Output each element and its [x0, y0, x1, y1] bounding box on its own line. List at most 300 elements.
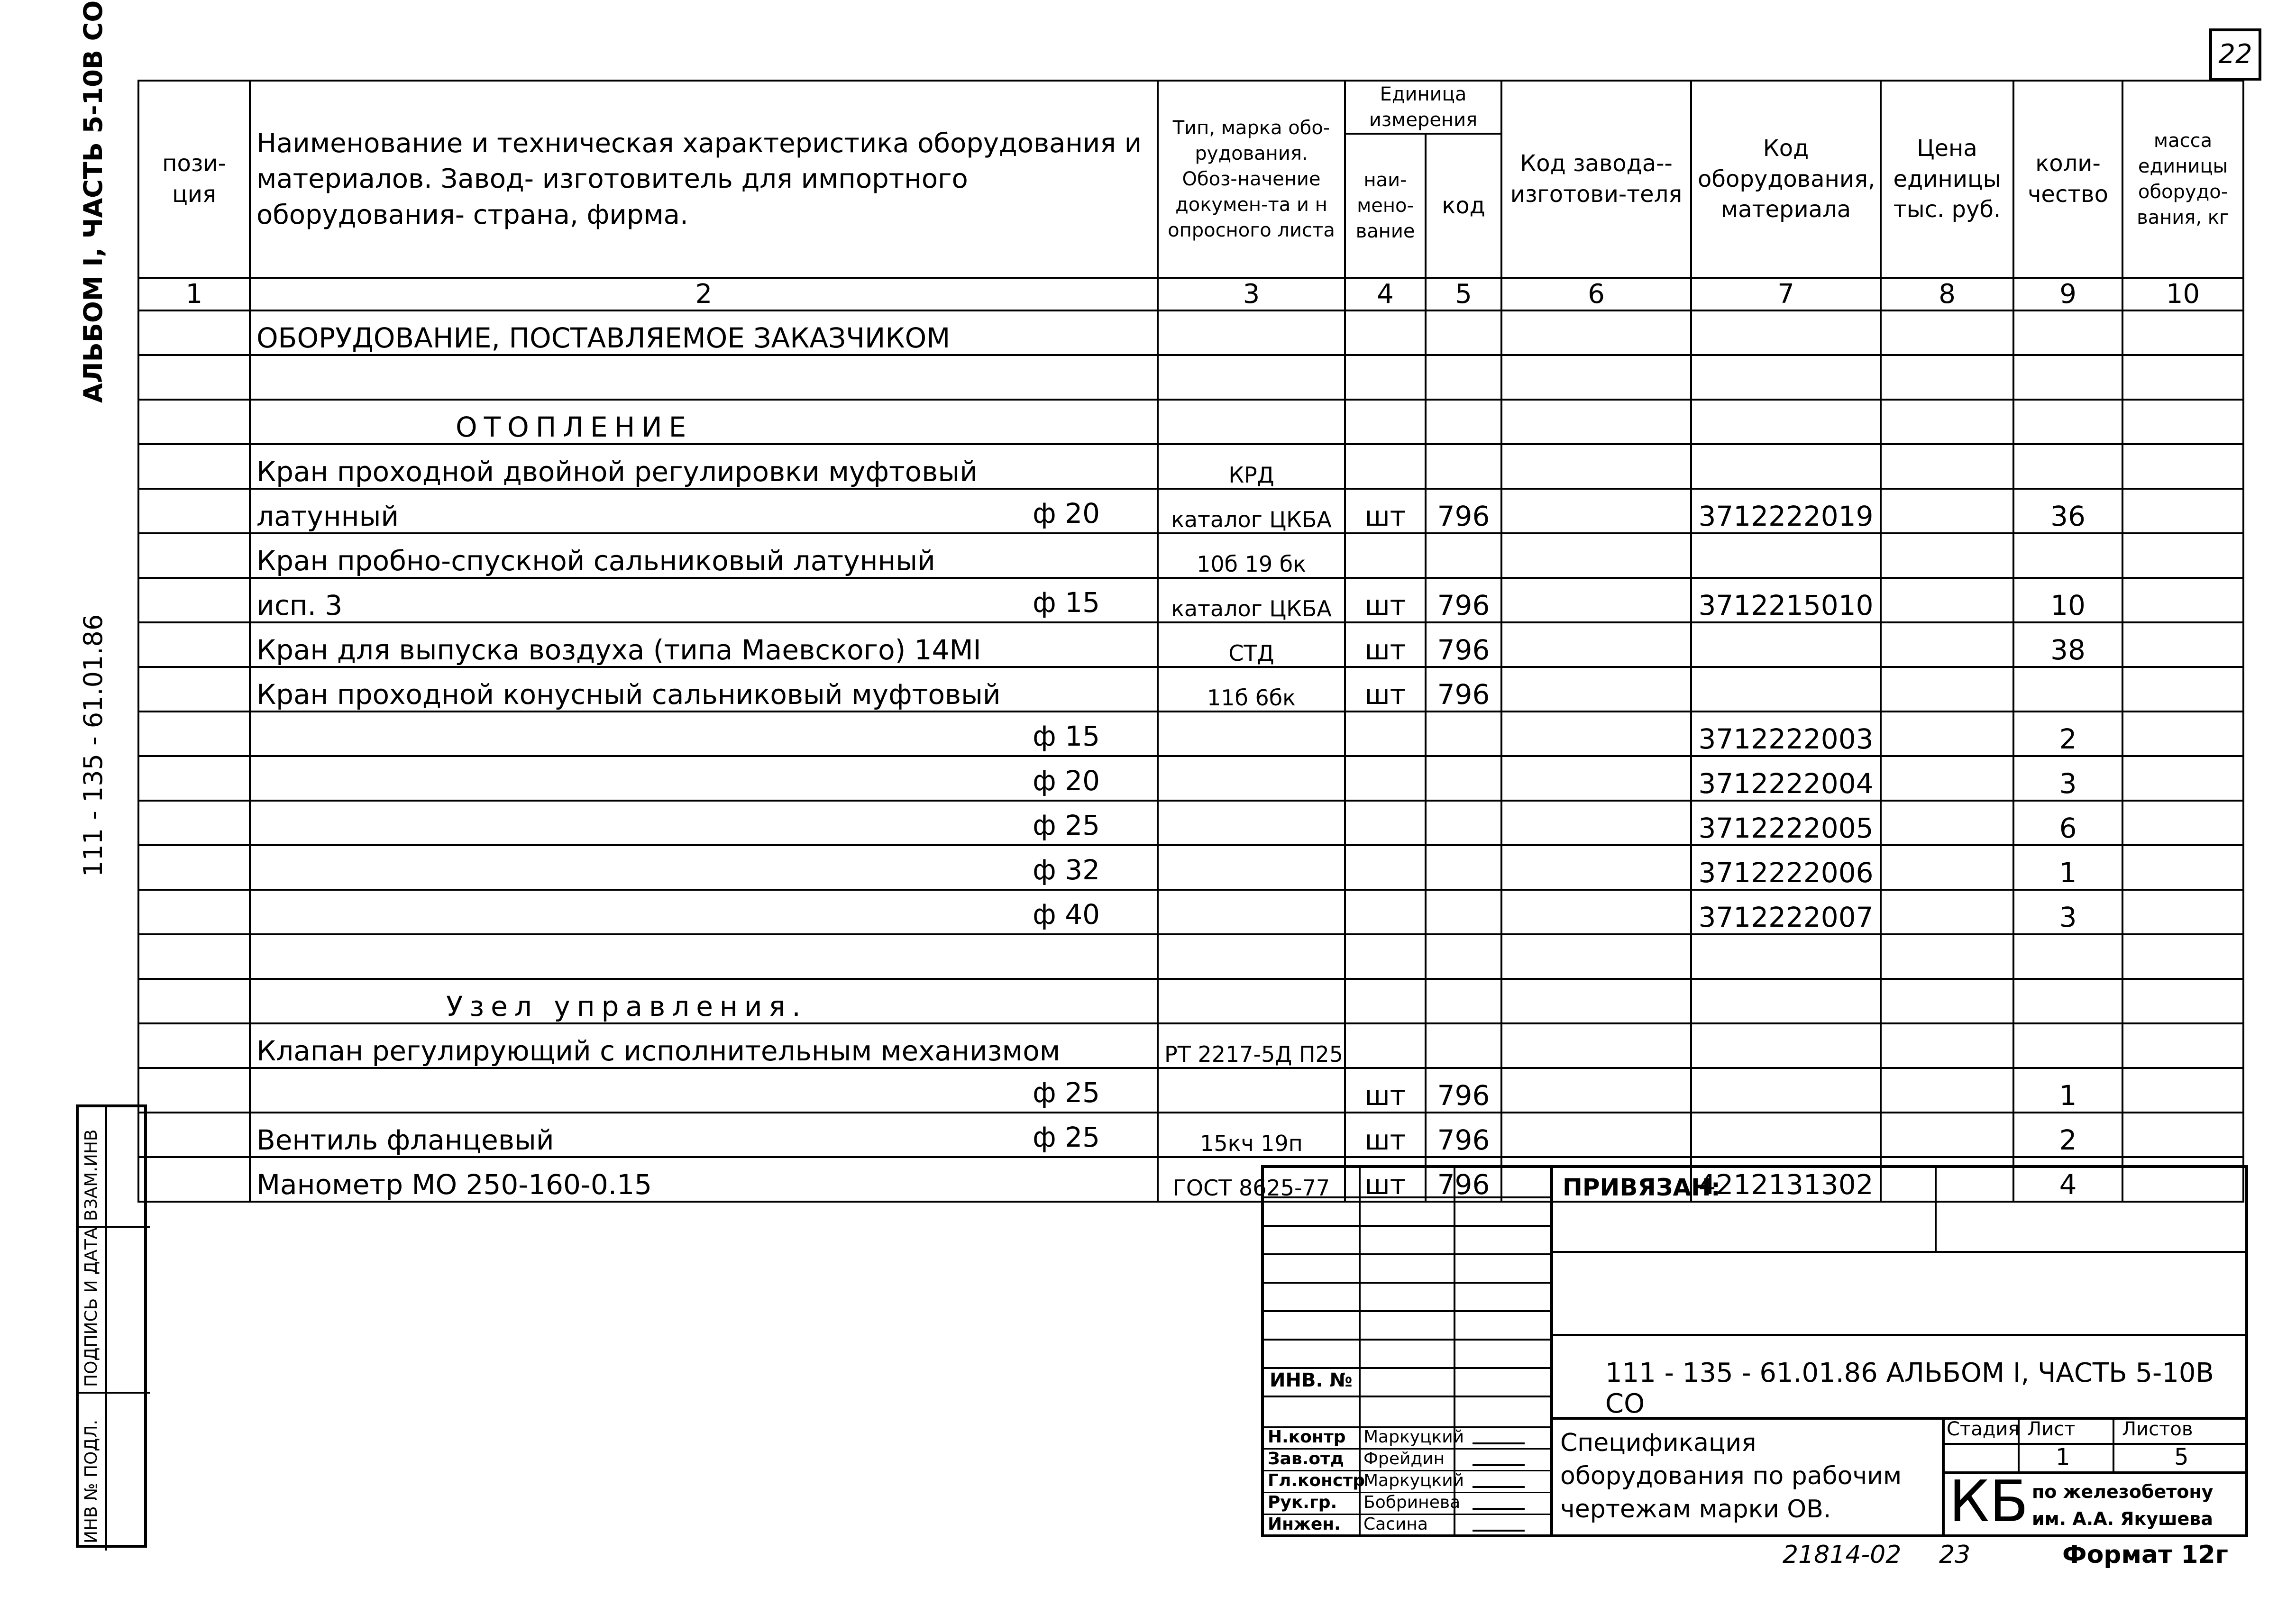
left-stamp	[76, 1104, 147, 1548]
cell-type	[1158, 1068, 1345, 1113]
table-row	[138, 756, 2243, 801]
cell-code	[1691, 310, 1881, 355]
table-row	[138, 934, 2243, 979]
cell-qty: 38	[2013, 622, 2122, 667]
column-number-9: 9	[2013, 278, 2122, 310]
table-row	[138, 1113, 2243, 1157]
cell-empty	[138, 979, 250, 1023]
cell-name	[250, 578, 1158, 622]
cell-ucode	[1426, 934, 1501, 979]
cell-empty	[138, 1157, 250, 1202]
signer-role: Рук.гр.	[1268, 1493, 1337, 1512]
cell-type	[1158, 712, 1345, 756]
cell-type: 10б 19 бк	[1158, 533, 1345, 578]
signer-row	[1264, 1470, 1553, 1493]
cell-empty	[138, 489, 250, 533]
cell-type	[1158, 979, 1345, 1023]
cell-empty	[138, 622, 250, 667]
cell-type	[1158, 400, 1345, 444]
cell-empty	[2122, 1113, 2243, 1157]
cell-type: каталог ЦКБА	[1158, 489, 1345, 533]
table-row	[138, 310, 2243, 355]
cell-unit	[1345, 756, 1426, 801]
cell-empty	[1501, 890, 1691, 934]
cell-empty	[1881, 756, 2013, 801]
cell-ucode: 796	[1426, 489, 1501, 533]
cell-empty	[2122, 444, 2243, 489]
signer-row	[1264, 1448, 1553, 1471]
cell-empty	[1881, 489, 2013, 533]
cell-unit	[1345, 533, 1426, 578]
cell-name	[250, 1113, 1158, 1157]
cell-unit: шт	[1345, 489, 1426, 533]
signer-role: Инжен.	[1268, 1515, 1341, 1534]
item-diameter: ф 15	[1033, 586, 1100, 619]
signer-role: Зав.отд	[1268, 1449, 1344, 1469]
table-row	[138, 533, 2243, 578]
item-diameter: ф 25	[1033, 809, 1100, 841]
cell-empty	[2122, 578, 2243, 622]
cell-qty: 6	[2013, 801, 2122, 845]
sheet-corner-number: 22	[2218, 39, 2252, 70]
cell-unit	[1345, 400, 1426, 444]
cell-type	[1158, 310, 1345, 355]
cell-qty: 2	[2013, 1113, 2122, 1157]
item-name: Кран пробно-спускной сальниковый латунный	[256, 545, 935, 577]
cell-empty	[2122, 400, 2243, 444]
cell-ucode: 796	[1426, 578, 1501, 622]
table-row	[138, 845, 2243, 890]
cell-unit: шт	[1345, 578, 1426, 622]
cell-empty	[1501, 801, 1691, 845]
cell-code	[1691, 444, 1881, 489]
cell-qty: 4	[2013, 1157, 2122, 1202]
inv-number-label: ИНВ. №	[1270, 1369, 1353, 1391]
cell-empty	[1501, 1068, 1691, 1113]
cell-unit	[1345, 979, 1426, 1023]
header-unit-group: Единица измерения	[1345, 81, 1501, 134]
cell-empty	[1881, 533, 2013, 578]
footer-order: 21814-02	[1783, 1541, 1902, 1569]
cell-empty	[138, 355, 250, 400]
table-row	[138, 444, 2243, 489]
cell-empty	[138, 1068, 250, 1113]
signer-row	[1264, 1426, 1553, 1450]
table-row	[138, 712, 2243, 756]
item-diameter: ф 25	[1033, 1121, 1100, 1153]
cell-ucode	[1426, 845, 1501, 890]
header-unit-name: наи-мено-вание	[1345, 134, 1426, 278]
cell-code: 3712215010	[1691, 578, 1881, 622]
header-position: пози-ция	[138, 81, 250, 278]
cell-code	[1691, 1113, 1881, 1157]
cell-code	[1691, 1023, 1881, 1068]
item-diameter: ф 40	[1033, 898, 1100, 931]
cell-empty	[1501, 1113, 1691, 1157]
cell-name	[250, 979, 1158, 1023]
cell-ucode: 796	[1426, 1068, 1501, 1113]
cell-type: 11б 6бк	[1158, 667, 1345, 712]
cell-qty: 1	[2013, 1068, 2122, 1113]
cell-empty	[1501, 489, 1691, 533]
cell-empty	[1881, 400, 2013, 444]
cell-empty	[1501, 1023, 1691, 1068]
item-name: Манометр МО 250-160-0.15	[256, 1168, 652, 1201]
item-name: исп. 3	[256, 589, 343, 621]
cell-unit: шт	[1345, 667, 1426, 712]
cell-empty	[138, 1113, 250, 1157]
cell-qty: 2	[2013, 712, 2122, 756]
cell-qty	[2013, 533, 2122, 578]
signer-name: Фрейдин	[1363, 1449, 1445, 1469]
cell-empty	[1881, 712, 2013, 756]
cell-ucode	[1426, 355, 1501, 400]
cell-empty	[1501, 310, 1691, 355]
header-price: Цена единицы тыс. руб.	[1881, 81, 2013, 278]
cell-code	[1691, 355, 1881, 400]
cell-code	[1691, 622, 1881, 667]
cell-ucode: 796	[1426, 1113, 1501, 1157]
item-diameter: ф 20	[1033, 765, 1100, 797]
cell-empty	[1501, 667, 1691, 712]
cell-qty	[2013, 667, 2122, 712]
cell-unit	[1345, 310, 1426, 355]
cell-empty	[1501, 756, 1691, 801]
signer-row	[1264, 1492, 1553, 1515]
cell-empty	[1501, 712, 1691, 756]
header-name: Наименование и техническая характеристика оборудования и материалов. Завод- изготовитель для импортного оборудования- страна, фирма.	[250, 81, 1158, 278]
cell-name	[250, 310, 1158, 355]
table-row	[138, 355, 2243, 400]
column-number-8: 8	[1881, 278, 2013, 310]
table-row	[138, 667, 2243, 712]
column-number-7: 7	[1691, 278, 1881, 310]
cell-unit: шт	[1345, 1068, 1426, 1113]
cell-code: 3712222005	[1691, 801, 1881, 845]
cell-ucode: 796	[1426, 667, 1501, 712]
cell-name	[250, 400, 1158, 444]
cell-empty	[1501, 355, 1691, 400]
sheet-label: Лист	[2027, 1418, 2076, 1440]
cell-unit	[1345, 444, 1426, 489]
cell-name	[250, 533, 1158, 578]
cell-empty	[138, 890, 250, 934]
cell-type: СТД	[1158, 622, 1345, 667]
cell-name	[250, 1157, 1158, 1202]
cell-qty	[2013, 979, 2122, 1023]
item-name: латунный	[256, 500, 399, 532]
cell-empty	[1881, 801, 2013, 845]
table-row	[138, 979, 2243, 1023]
cell-empty	[1501, 444, 1691, 489]
cell-empty	[2122, 310, 2243, 355]
signer-role: Н.контр	[1268, 1427, 1346, 1447]
stamp-inv-label: ИНВ № ПОДЛ.	[82, 1419, 101, 1543]
cell-qty	[2013, 310, 2122, 355]
cell-unit: шт	[1345, 1157, 1426, 1202]
cell-type	[1158, 890, 1345, 934]
cell-qty: 3	[2013, 890, 2122, 934]
cell-empty	[1501, 934, 1691, 979]
item-name: Узел управления.	[446, 990, 807, 1022]
footer-page: 23	[1939, 1541, 1971, 1569]
cell-code	[1691, 400, 1881, 444]
cell-empty	[138, 667, 250, 712]
privyazan-label: ПРИВЯЗАН:	[1563, 1174, 1721, 1201]
sheet-corner-box	[2209, 28, 2261, 81]
cell-empty	[138, 756, 250, 801]
cell-empty	[138, 533, 250, 578]
cell-unit	[1345, 712, 1426, 756]
table-row	[138, 801, 2243, 845]
cell-name	[250, 622, 1158, 667]
cell-type	[1158, 845, 1345, 890]
cell-empty	[1881, 934, 2013, 979]
cell-empty	[2122, 489, 2243, 533]
cell-empty	[138, 712, 250, 756]
header-type: Тип, марка обо-рудования. Обоз-начение докумен-та и н опросного листа	[1158, 81, 1345, 278]
cell-name	[250, 756, 1158, 801]
cell-type: КРД	[1158, 444, 1345, 489]
cell-empty	[138, 444, 250, 489]
item-name: Вентиль фланцевый	[256, 1124, 554, 1156]
org-name: по железобетону им. А.А. Якушева	[2032, 1481, 2214, 1529]
cell-qty	[2013, 1023, 2122, 1068]
table-row	[138, 622, 2243, 667]
cell-code	[1691, 934, 1881, 979]
cell-empty	[2122, 979, 2243, 1023]
column-number-1: 1	[138, 278, 250, 310]
cell-type	[1158, 934, 1345, 979]
cell-code: 3712222019	[1691, 489, 1881, 533]
stamp-vzam-label: ВЗАМ.ИНВ	[82, 1129, 101, 1221]
table-row	[138, 489, 2243, 533]
table-row	[138, 1023, 2243, 1068]
cell-empty	[1881, 355, 2013, 400]
cell-name	[250, 890, 1158, 934]
cell-type: ГОСТ 8625-77	[1158, 1157, 1345, 1202]
cell-type	[1158, 355, 1345, 400]
signer-name: Сасина	[1363, 1515, 1428, 1534]
cell-qty: 36	[2013, 489, 2122, 533]
cell-empty	[138, 400, 250, 444]
cell-ucode	[1426, 533, 1501, 578]
org-mark: КБ	[1949, 1469, 2029, 1535]
cell-qty	[2013, 355, 2122, 400]
cell-code	[1691, 1068, 1881, 1113]
cell-ucode	[1426, 801, 1501, 845]
cell-empty	[1881, 310, 2013, 355]
cell-empty	[2122, 756, 2243, 801]
footer-format: Формат 12г	[2062, 1541, 2228, 1569]
cell-unit: шт	[1345, 622, 1426, 667]
cell-empty	[2122, 667, 2243, 712]
cell-empty	[1501, 979, 1691, 1023]
cell-qty	[2013, 934, 2122, 979]
stamp-podpis-label: ПОДПИСЬ И ДАТА	[82, 1227, 101, 1387]
cell-name	[250, 934, 1158, 979]
cell-name	[250, 489, 1158, 533]
cell-empty	[1501, 578, 1691, 622]
cell-empty	[138, 310, 250, 355]
cell-unit	[1345, 355, 1426, 400]
cell-ucode	[1426, 756, 1501, 801]
cell-qty: 10	[2013, 578, 2122, 622]
cell-unit: шт	[1345, 1113, 1426, 1157]
cell-empty	[1501, 533, 1691, 578]
cell-empty	[1501, 622, 1691, 667]
cell-empty	[1881, 578, 2013, 622]
title-block	[1261, 1165, 2248, 1537]
cell-empty	[2122, 622, 2243, 667]
header-quantity: коли-чество	[2013, 81, 2122, 278]
cell-qty: 1	[2013, 845, 2122, 890]
cell-empty	[2122, 801, 2243, 845]
cell-empty	[2122, 355, 2243, 400]
cell-empty	[2122, 1023, 2243, 1068]
cell-code	[1691, 667, 1881, 712]
cell-empty	[138, 934, 250, 979]
cell-qty	[2013, 444, 2122, 489]
cell-empty	[2122, 845, 2243, 890]
cell-name	[250, 712, 1158, 756]
side-album-label: АЛЬБОМ I, ЧАСТЬ 5-10В СО	[78, 0, 108, 403]
cell-empty	[2122, 712, 2243, 756]
cell-code: 4212131302	[1691, 1157, 1881, 1202]
sheets-label: Листов	[2122, 1418, 2193, 1440]
cell-ucode	[1426, 310, 1501, 355]
header-mass: масса единицы оборудо-вания, кг	[2122, 81, 2243, 278]
table-row	[138, 578, 2243, 622]
cell-type	[1158, 756, 1345, 801]
item-diameter: ф 15	[1033, 720, 1100, 752]
item-name: Кран для выпуска воздуха (типа Маевского) 14МI	[256, 634, 981, 666]
cell-empty	[1881, 622, 2013, 667]
cell-name	[250, 1023, 1158, 1068]
cell-ucode	[1426, 1023, 1501, 1068]
signature-mark	[1473, 1428, 1525, 1444]
cell-empty	[1881, 1113, 2013, 1157]
cell-type: 15кч 19п	[1158, 1113, 1345, 1157]
cell-name	[250, 845, 1158, 890]
cell-code: 3712222007	[1691, 890, 1881, 934]
signer-name: Маркуцкий	[1363, 1471, 1464, 1490]
signer-name: Бобринева	[1363, 1493, 1461, 1512]
cell-name	[250, 801, 1158, 845]
signature-mark	[1473, 1494, 1525, 1510]
cell-empty	[1881, 667, 2013, 712]
cell-name	[250, 444, 1158, 489]
cell-empty	[1881, 444, 2013, 489]
column-number-5: 5	[1426, 278, 1501, 310]
item-name: ОТОПЛЕНИЕ	[456, 411, 693, 443]
signature-mark	[1473, 1515, 1525, 1532]
sheets-value: 5	[2174, 1444, 2189, 1470]
table-row	[138, 890, 2243, 934]
cell-unit	[1345, 890, 1426, 934]
item-diameter: ф 20	[1033, 497, 1100, 529]
cell-type: каталог ЦКБА	[1158, 578, 1345, 622]
cell-type	[1158, 801, 1345, 845]
cell-empty	[1501, 845, 1691, 890]
cell-empty	[1881, 845, 2013, 890]
cell-unit	[1345, 845, 1426, 890]
signer-row	[1264, 1514, 1553, 1537]
item-name: Кран проходной двойной регулировки муфтовый	[256, 456, 978, 488]
cell-empty	[1501, 400, 1691, 444]
cell-unit	[1345, 1023, 1426, 1068]
cell-type: РТ 2217-5Д П25	[1158, 1023, 1345, 1068]
cell-empty	[138, 578, 250, 622]
cell-code: 3712222006	[1691, 845, 1881, 890]
column-number-2: 2	[250, 278, 1158, 310]
cell-empty	[1881, 1068, 2013, 1113]
header-factory-code: Код завода--изготови-теля	[1501, 81, 1691, 278]
item-diameter: ф 32	[1033, 854, 1100, 886]
cell-code: 3712222004	[1691, 756, 1881, 801]
cell-empty	[138, 801, 250, 845]
cell-empty	[2122, 890, 2243, 934]
cell-ucode	[1426, 444, 1501, 489]
cell-empty	[138, 1023, 250, 1068]
cell-ucode	[1426, 979, 1501, 1023]
cell-name	[250, 1068, 1158, 1113]
cell-name	[250, 355, 1158, 400]
table-row	[138, 400, 2243, 444]
column-number-10: 10	[2122, 278, 2243, 310]
cell-empty	[2122, 934, 2243, 979]
stage-label: Стадия	[1947, 1418, 2020, 1440]
signer-name: Маркуцкий	[1363, 1427, 1464, 1447]
signature-mark	[1473, 1450, 1525, 1466]
signer-role: Гл.констр	[1268, 1471, 1365, 1490]
item-diameter: ф 25	[1033, 1077, 1100, 1109]
cell-ucode	[1426, 712, 1501, 756]
item-name: Кран проходной конусный сальниковый муфтовый	[256, 678, 1001, 711]
cell-qty: 3	[2013, 756, 2122, 801]
side-code-label: 111 - 135 - 61.01.86	[78, 614, 108, 877]
cell-empty	[1881, 979, 2013, 1023]
cell-empty	[2122, 533, 2243, 578]
cell-ucode: 796	[1426, 1157, 1501, 1202]
cell-empty	[1881, 890, 2013, 934]
cell-code	[1691, 979, 1881, 1023]
specification-table	[137, 80, 2244, 1203]
cell-empty	[138, 845, 250, 890]
item-name: ОБОРУДОВАНИЕ, ПОСТАВЛЯЕМОЕ ЗАКАЗЧИКОМ	[256, 322, 951, 354]
cell-code	[1691, 533, 1881, 578]
cell-ucode: 796	[1426, 622, 1501, 667]
cell-name	[250, 667, 1158, 712]
column-number-6: 6	[1501, 278, 1691, 310]
header-equipment-code: Код оборудования, материала	[1691, 81, 1881, 278]
cell-empty	[2122, 1068, 2243, 1113]
item-name: Клапан регулирующий с исполнительным механизмом	[256, 1035, 1061, 1067]
cell-empty	[1881, 1023, 2013, 1068]
cell-unit	[1345, 801, 1426, 845]
signature-mark	[1473, 1472, 1525, 1488]
cell-unit	[1345, 934, 1426, 979]
cell-ucode	[1426, 400, 1501, 444]
sheet-value: 1	[2056, 1444, 2070, 1470]
document-title: Спецификация оборудования по рабочим чертежам марки ОВ.	[1560, 1429, 1902, 1524]
table-row	[138, 1068, 2243, 1113]
cell-code: 3712222003	[1691, 712, 1881, 756]
document-code: 111 - 135 - 61.01.86 АЛЬБОМ I, ЧАСТЬ 5-10В СО	[1605, 1358, 2214, 1419]
column-number-4: 4	[1345, 278, 1426, 310]
column-number-3: 3	[1158, 278, 1345, 310]
cell-qty	[2013, 400, 2122, 444]
